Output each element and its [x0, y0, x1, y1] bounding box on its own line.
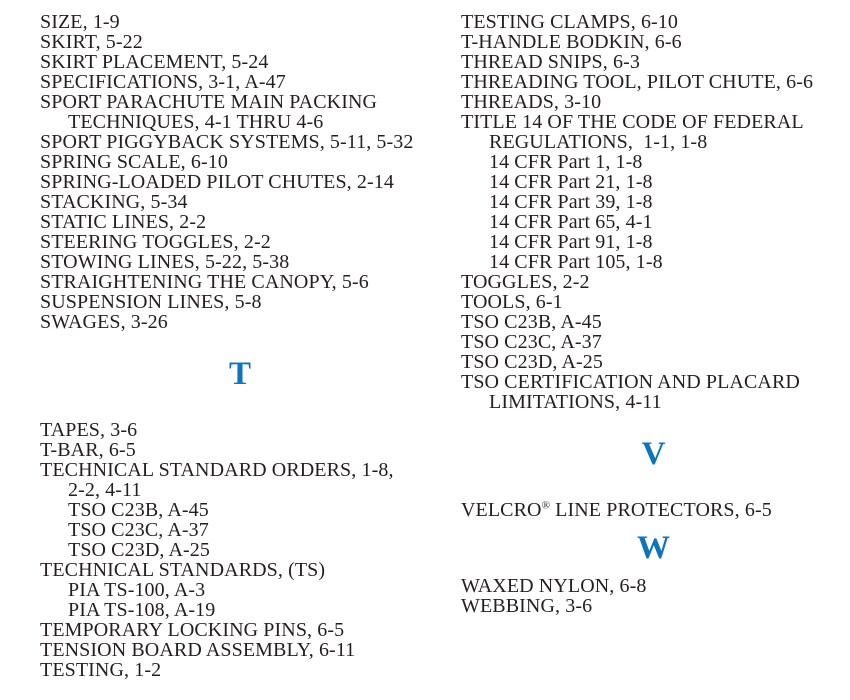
index-entry: 14 CFR Part 91, 1-8 — [489, 231, 653, 253]
index-entry: PIA TS-108, A-19 — [68, 599, 216, 621]
index-entry: SKIRT PLACEMENT, 5-24 — [40, 51, 269, 73]
index-entry: SPRING-LOADED PILOT CHUTES, 2-14 — [40, 171, 394, 193]
index-entry: STATIC LINES, 2-2 — [40, 211, 207, 233]
index-entry: LIMITATIONS, 4-11 — [489, 391, 662, 413]
section-letter-heading-v: V — [641, 436, 666, 472]
index-entry: THREAD SNIPS, 6-3 — [461, 51, 640, 73]
index-entry: TSO C23C, A-37 — [461, 331, 602, 353]
index-entry: PIA TS-100, A-3 — [68, 579, 206, 601]
index-entry: TOOLS, 6-1 — [461, 291, 563, 313]
index-entry: SPRING SCALE, 6-10 — [40, 151, 228, 173]
index-entry: WEBBING, 3-6 — [461, 595, 593, 617]
index-entry: TESTING CLAMPS, 6-10 — [461, 11, 679, 33]
index-entry: REGULATIONS, 1-1, 1-8 — [489, 131, 708, 153]
index-entry: SKIRT, 5-22 — [40, 31, 143, 53]
index-entry: TEMPORARY LOCKING PINS, 6-5 — [40, 619, 345, 641]
index-entry: TESTING, 1-2 — [40, 659, 162, 681]
index-entry: TSO CERTIFICATION AND PLACARD — [461, 371, 800, 393]
index-entry: STOWING LINES, 5-22, 5-38 — [40, 251, 290, 273]
index-entry: TOGGLES, 2-2 — [461, 271, 590, 293]
index-entry: VELCRO® LINE PROTECTORS, 6-5 — [461, 499, 772, 521]
index-column-left — [40, 12, 440, 680]
index-entry: TSO C23C, A-37 — [68, 519, 209, 541]
registered-trademark-icon: ® — [541, 499, 551, 512]
index-entry: TITLE 14 OF THE CODE OF FEDERAL — [461, 111, 804, 133]
index-entry: SWAGES, 3-26 — [40, 311, 168, 333]
index-entry: STRAIGHTENING THE CANOPY, 5-6 — [40, 271, 369, 293]
section-letter-heading-t: T — [228, 356, 251, 392]
index-entry: TECHNICAL STANDARD ORDERS, 1-8, — [40, 459, 394, 481]
index-entry: 14 CFR Part 39, 1-8 — [489, 191, 653, 213]
index-entry: TAPES, 3-6 — [40, 419, 138, 441]
index-entry: TSO C23D, A-25 — [461, 351, 603, 373]
index-entry: 14 CFR Part 65, 4-1 — [489, 211, 653, 233]
index-entry: WAXED NYLON, 6-8 — [461, 575, 647, 597]
index-entry: 2-2, 4-11 — [68, 479, 142, 501]
index-entry: SIZE, 1-9 — [40, 11, 120, 33]
index-entry: TECHNICAL STANDARDS, (TS) — [40, 559, 326, 581]
index-entry: THREADS, 3-10 — [461, 91, 602, 113]
index-entry: TSO C23B, A-45 — [68, 499, 209, 521]
index-entry: STACKING, 5-34 — [40, 191, 188, 213]
index-entry: T-BAR, 6-5 — [40, 439, 136, 461]
index-entry: T-HANDLE BODKIN, 6-6 — [461, 31, 682, 53]
index-entry: SPORT PIGGYBACK SYSTEMS, 5-11, 5-32 — [40, 131, 414, 153]
index-column-right — [461, 12, 846, 616]
index-entry: STEERING TOGGLES, 2-2 — [40, 231, 271, 253]
index-entry: TSO C23B, A-45 — [461, 311, 602, 333]
index-entry: 14 CFR Part 105, 1-8 — [489, 251, 663, 273]
index-entry: THREADING TOOL, PILOT CHUTE, 6-6 — [461, 71, 814, 93]
index-entry: 14 CFR Part 21, 1-8 — [489, 171, 653, 193]
index-entry: SUSPENSION LINES, 5-8 — [40, 291, 262, 313]
index-entry: SPECIFICATIONS, 3-1, A-47 — [40, 71, 286, 93]
index-entry: SPORT PARACHUTE MAIN PACKING — [40, 91, 378, 113]
index-entry: TSO C23D, A-25 — [68, 539, 210, 561]
index-entry: TENSION BOARD ASSEMBLY, 6-11 — [40, 639, 356, 661]
section-letter-heading-w: W — [637, 530, 670, 566]
index-entry: 14 CFR Part 1, 1-8 — [489, 151, 643, 173]
index-entry: TECHNIQUES, 4-1 THRU 4-6 — [68, 111, 324, 133]
